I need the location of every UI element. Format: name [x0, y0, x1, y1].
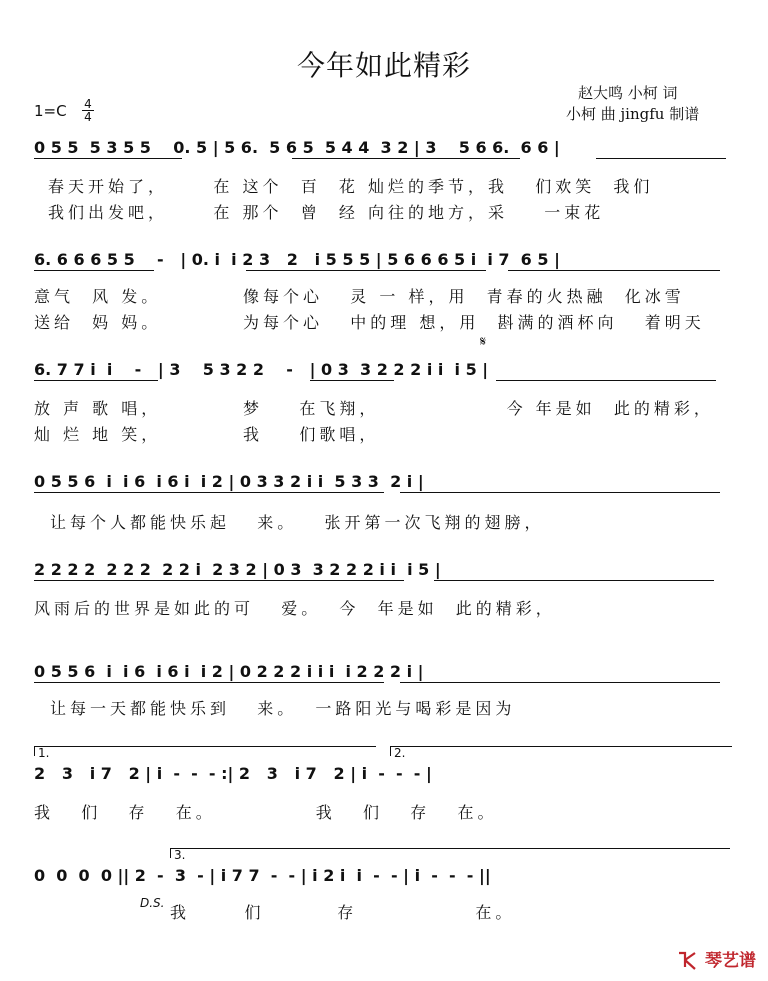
- beam-line: [508, 270, 720, 271]
- music-logo-icon: [677, 951, 699, 971]
- lyrics-line-2b: 送给 妈 妈。 为每个心 中的理 想，用 斟满的酒杯向 着明天: [34, 313, 705, 332]
- notation-line-6: 0 5 5 6 i i 6 i 6 i i 2 | 0 2 2 2 i i i i 2 2 2 i |: [34, 662, 424, 681]
- volta-3-label: 3.: [174, 848, 186, 862]
- lyrics-line-7: 我 们 存 在。 我 们 存 在。: [34, 803, 498, 822]
- beam-line: [246, 270, 486, 271]
- time-top: 4: [84, 97, 92, 111]
- volta-bracket-2: [390, 746, 732, 747]
- key-signature: [34, 102, 67, 120]
- volta-hook: [390, 746, 391, 756]
- notation-line-5: 2 2 2 2 2 2 2 2 2 i 2 3 2 | 0 3 3 2 2 2 i i i 5 |: [34, 560, 441, 579]
- lyrics-line-6: 让每一天都能快乐到 来。 一路阳光与喝彩是因为: [50, 699, 516, 718]
- notation-line-2: 6. 6 6 6 5 5 - | 0. i i 2 3 2 i 5 5 5 | 5 6 6 6 5 i i 7 6 5 |: [34, 250, 560, 269]
- song-title: 今年如此精彩: [296, 49, 471, 82]
- volta-2-label: 2.: [394, 746, 406, 760]
- beam-line: [400, 682, 720, 683]
- beam-line: [596, 158, 726, 159]
- volta-bracket-1: [34, 746, 376, 747]
- lyrics-line-5: 风雨后的世界是如此的可 爱。 今 年是如 此的精彩，: [34, 599, 556, 618]
- time-bottom: 4: [82, 110, 94, 123]
- lyrics-line-1b: 我们出发吧， 在 那个 曾 经 向往的地方，采 一束花: [48, 203, 605, 222]
- segno-mark: 𝄋: [480, 334, 487, 350]
- beam-line: [310, 380, 394, 381]
- notation-line-8: 0 0 0 0 || 2 - 3 - | i 7 7 - - | i 2 i i - - | i - - - ||: [34, 866, 491, 885]
- beam-line: [34, 492, 384, 493]
- beam-line: [34, 580, 404, 581]
- volta-hook: [170, 848, 171, 858]
- beam-line: [400, 492, 720, 493]
- lyrics-line-3a: 放 声 歌 唱， 梦 在飞翔， 今 年是如 此的精彩，: [34, 399, 714, 418]
- beam-line: [434, 580, 714, 581]
- beam-line: [34, 158, 182, 159]
- beam-line: [292, 158, 520, 159]
- logo-text: 琴艺谱: [705, 951, 756, 971]
- beam-line: [34, 270, 154, 271]
- lyrics-line-8: 我 们 存 在。: [170, 903, 516, 922]
- volta-1-label: 1.: [38, 746, 50, 760]
- volta-bracket-3: [170, 848, 730, 849]
- composer-credit: 小柯 曲 jingfu 制谱: [566, 105, 700, 123]
- lyrics-line-1a: 春天开始了， 在 这个 百 花 灿烂的季节，我 们欢笑 我们: [48, 177, 654, 196]
- notation-line-4: 0 5 5 6 i i 6 i 6 i i 2 | 0 3 3 2 i i 5 3 3 2 i |: [34, 472, 424, 491]
- ds-mark: D.S.: [140, 896, 165, 910]
- volta-hook: [34, 746, 35, 756]
- beam-line: [496, 380, 716, 381]
- lyrics-line-2a: 意气 风 发。 像每个心 灵 一 样，用 青春的火热融 化冰雪: [34, 287, 685, 306]
- beam-line: [34, 682, 384, 683]
- beam-line: [34, 380, 158, 381]
- time-signature: [82, 98, 94, 123]
- key-label: 1=C: [34, 102, 67, 120]
- notation-line-7: 2 3 i 7 2 | i - - - :| 2 3 i 7 2 | i - - - |: [34, 764, 432, 783]
- lyrics-line-3b: 灿 烂 地 笑， 我 们歌唱，: [34, 425, 380, 444]
- lyrics-line-4: 让每个人都能快乐起 来。 张开第一次飞翔的翅膀，: [50, 513, 545, 532]
- site-logo: [677, 946, 756, 971]
- notation-line-1: 0 5 5 5 3 5 5 0. 5 | 5 6. 5 6 5 5 4 4 3 2 | 3 5 6 6. 6 6 |: [34, 138, 560, 157]
- lyricist-credit: 赵大鸣 小柯 词: [578, 84, 678, 102]
- notation-line-3: 6. 7 7 i i - | 3 5 3 2 2 - | 0 3 3 2 2 2 i i i 5 |: [34, 360, 489, 379]
